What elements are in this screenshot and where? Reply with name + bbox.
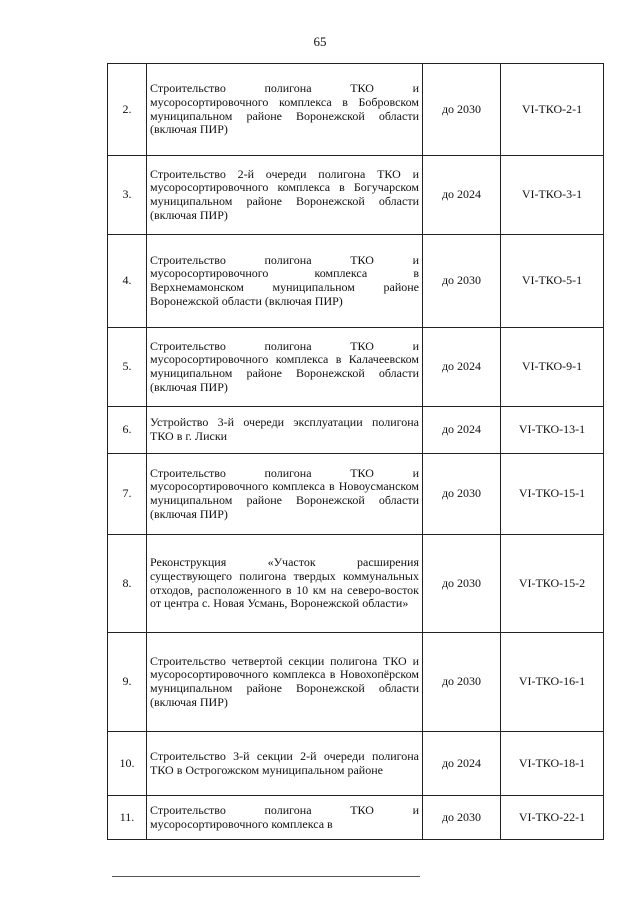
row-code: VI-ТКО-9-1 (501, 328, 604, 407)
table-row (108, 535, 604, 633)
row-code: VI-ТКО-18-1 (501, 732, 604, 796)
row-deadline: до 2030 (423, 235, 501, 328)
row-number: 11. (108, 796, 147, 840)
row-code: VI-ТКО-13-1 (501, 407, 604, 454)
row-code: VI-ТКО-16-1 (501, 633, 604, 732)
row-description: Устройство 3-й очереди эксплуатации полигона ТКО в г. Лиски (147, 407, 423, 454)
table-row (108, 732, 604, 796)
table-row (108, 796, 604, 840)
table-row (108, 156, 604, 235)
row-description: Строительство четвертой секции полигона ТКО и мусоросортировочного комплекса в Новохопёрском муниципальном районе Воронежской области (включая ПИР) (147, 633, 423, 732)
row-description: Строительство полигона ТКО и мусоросортировочного комплекса в Бобровском муниципальном районе Воронежской области (включая ПИР) (147, 64, 423, 156)
row-deadline: до 2024 (423, 328, 501, 407)
row-deadline: до 2030 (423, 454, 501, 535)
table-row (108, 454, 604, 535)
row-code: VI-ТКО-5-1 (501, 235, 604, 328)
row-number: 3. (108, 156, 147, 235)
row-code: VI-ТКО-15-2 (501, 535, 604, 633)
page-number: 65 (313, 34, 327, 49)
table-row (108, 633, 604, 732)
row-deadline: до 2024 (423, 156, 501, 235)
row-code: VI-ТКО-15-1 (501, 454, 604, 535)
measures-table (107, 63, 604, 840)
row-description: Строительство 3-й секции 2-й очереди полигона ТКО в Острогожском муниципальном районе (147, 732, 423, 796)
row-description: Реконструкция «Участок расширения существующего полигона твердых коммунальных отходов, расположенного в 10 км на северо-восток от центра с. Новая Усмань, Воронежской области» (147, 535, 423, 633)
row-deadline: до 2030 (423, 535, 501, 633)
row-number: 10. (108, 732, 147, 796)
footer-divider (112, 876, 420, 877)
row-deadline: до 2024 (423, 407, 501, 454)
table-row (108, 64, 604, 156)
row-description: Строительство 2-й очереди полигона ТКО и мусоросортировочного комплекса в Богучарском муниципальном районе Воронежской области (включая ПИР) (147, 156, 423, 235)
row-code: VI-ТКО-3-1 (501, 156, 604, 235)
table-row (108, 328, 604, 407)
table-row (108, 235, 604, 328)
row-code: VI-ТКО-22-1 (501, 796, 604, 840)
row-deadline: до 2030 (423, 796, 501, 840)
row-deadline: до 2030 (423, 633, 501, 732)
row-number: 6. (108, 407, 147, 454)
row-deadline: до 2024 (423, 732, 501, 796)
row-number: 7. (108, 454, 147, 535)
row-number: 2. (108, 64, 147, 156)
row-deadline: до 2030 (423, 64, 501, 156)
row-description: Строительство полигона ТКО и мусоросортировочного комплекса в Новоусманском муниципальном районе Воронежской области (включая ПИР) (147, 454, 423, 535)
row-number: 5. (108, 328, 147, 407)
row-number: 8. (108, 535, 147, 633)
row-description: Строительство полигона ТКО и мусоросортировочного комплекса в Калачеевском муниципальном районе Воронежской области (включая ПИР) (147, 328, 423, 407)
table-row (108, 407, 604, 454)
row-description: Строительство полигона ТКО и мусоросортировочного комплекса в (147, 796, 423, 840)
row-number: 4. (108, 235, 147, 328)
row-code: VI-ТКО-2-1 (501, 64, 604, 156)
row-number: 9. (108, 633, 147, 732)
row-description: Строительство полигона ТКО и мусоросортировочного комплекса в Верхнемамонском муниципальном районе Воронежской области (включая ПИР) (147, 235, 423, 328)
